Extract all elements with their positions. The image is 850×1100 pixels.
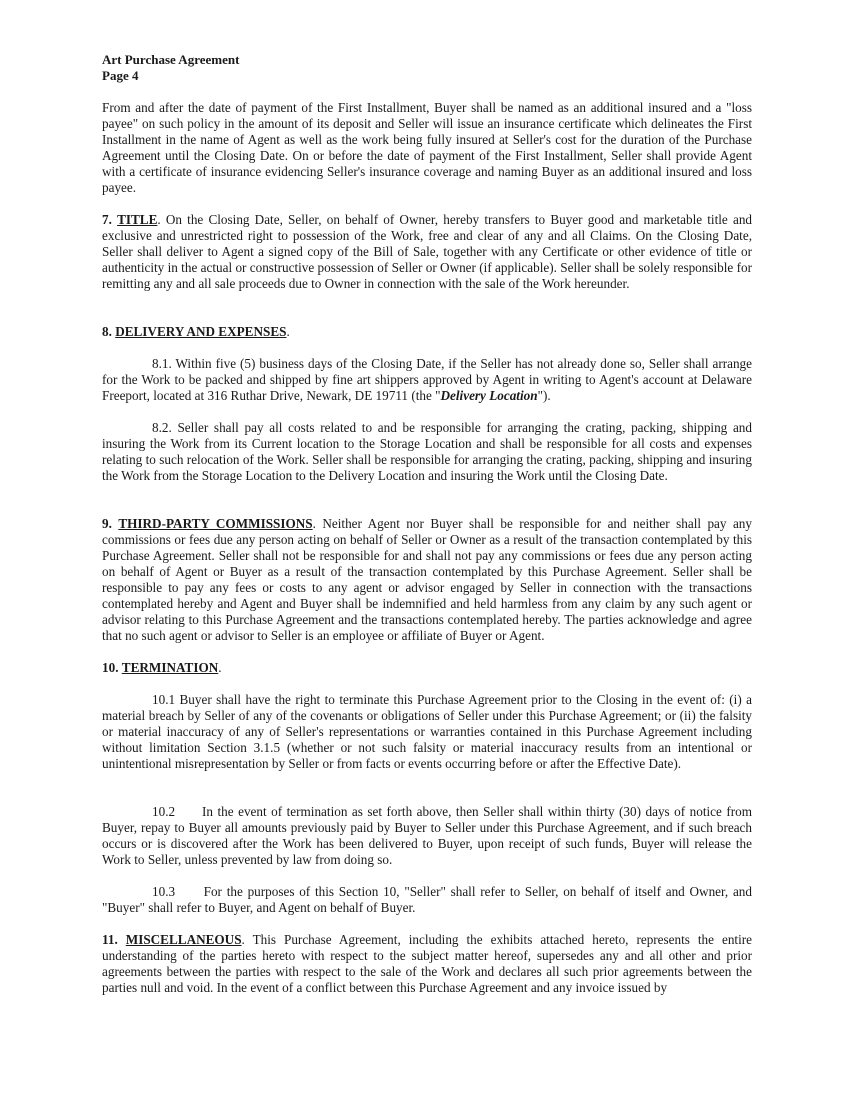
- section-11-miscellaneous: [102, 932, 752, 996]
- intro-paragraph: From and after the date of payment of the First Installment, Buyer shall be named as an additional insured and a "loss payee" on such policy in the amount of its deposit and Seller will issue an insurance certificate which delineates the First Installment in the name of Agent as well as the work being fully insured at Seller's cost for the duration of the Purchase Agreement until the Closing Date. On or before the date of payment of the First Installment, Seller shall provide Agent with a certificate of insurance evidencing Seller's insurance coverage and naming Buyer as an additional insured and loss payee.: [102, 100, 752, 195]
- section-10-3: 10.3 For the purposes of this Section 10, "Seller" shall refer to Seller, on behalf of itself and Owner, and "Buyer" shall refer to Buyer, and Agent on behalf of Buyer.: [102, 884, 756, 915]
- section-text: . On the Closing Date, Seller, on behalf of Owner, hereby transfers to Buyer good and marketable title and exclusive and unrestricted right to possession of the Work, free and clear of any and all Claims. On the Closing Date, Seller shall deliver to Agent a signed copy of the Bill of Sale, together with any Certificate or other evidence of title or authenticity in the actual or constructive possession of Seller or Owner (if applicable). Seller shall be solely responsible for remitting any and all sale proceeds due to Owner in connection with the sale of the Work hereunder.: [102, 212, 753, 291]
- section-heading: TITLE: [117, 212, 158, 227]
- section-number: 8.: [102, 324, 112, 339]
- page-number: Page 4: [102, 68, 139, 83]
- section-9-third-party-commissions: [102, 516, 752, 644]
- document-title: Art Purchase Agreement: [102, 52, 240, 67]
- section-8-heading: [102, 324, 752, 340]
- section-heading: MISCELLANEOUS: [125, 932, 242, 947]
- section-10-2: 10.2 In the event of termination as set forth above, then Seller shall within thirty (30) days of notice from Buyer, repay to Buyer all amounts previously paid by Buyer to Seller under this Purchase Agreement, and if such breach occurs or is discovered after the Work has been delivered to Buyer, upon receipt of such funds, Buyer will release the Work to Seller, unless prevented by law from doing so.: [102, 804, 756, 867]
- section-heading: DELIVERY AND EXPENSES: [115, 324, 287, 339]
- section-7-title: [102, 212, 752, 292]
- section-number: 9.: [102, 516, 112, 531]
- heading-tail: .: [218, 660, 222, 675]
- section-text: . This Purchase Agreement, including the exhibits attached hereto, represents the entire understanding of the parties hereto with respect to the subject matter hereof, supersedes any and all other and prior agreements between the parties with respect to the sale of the Work and declares all such prior agreements between the parties null and void. In the event of a conflict between this Purchase Agreement and any invoice issued by: [102, 932, 752, 995]
- section-number: 7.: [102, 212, 112, 227]
- section-text: . Neither Agent nor Buyer shall be responsible for and neither shall pay any commissions or fees due any person acting on behalf of Seller or Owner as a result of the transaction contemplated by this Purchase Agreement. Seller shall not be responsible for and shall not pay any commissions or fees due any person acting on behalf of Agent or Buyer as a result of the transaction contemplated by this Purchase Agreement. Seller shall be responsible to pay any fees or costs to any agent or advisor engaged by Seller in connection with the transactions contemplated hereby and Agent and Buyer shall be indemnified and held harmless from any claim by any such agent or advisor relating to this Purchase Agreement and the transactions contemplated hereby. The parties acknowledge and agree that no such agent or advisor to Seller is an employee or affiliate of Buyer or Agent.: [102, 516, 752, 643]
- section-8-2: 8.2. Seller shall pay all costs related to and be responsible for arranging the crating, packing, shipping and insuring the Work from its Current location to the Storage Location and shall be responsible for all costs and expenses relating to such relocation of the Work. Seller shall be responsible for arranging the crating, packing, shipping and insuring the Work from the Storage Location to the Delivery Location and insuring the Work until the Closing Date.: [102, 420, 752, 483]
- section-number: 10.: [102, 660, 119, 675]
- clause-end: ").: [537, 388, 551, 403]
- defined-term: Delivery Location: [440, 388, 538, 403]
- section-heading: THIRD-PARTY COMMISSIONS: [118, 516, 313, 531]
- section-10-1: 10.1 Buyer shall have the right to terminate this Purchase Agreement prior to the Closing in the event of: (i) a material breach by Seller of any of the covenants or obligations of Seller under this Purchase Agreement; or (ii) the falsity or material inaccuracy of any of Seller's representations or warranties contained in this Purchase Agreement including without limitation Section 3.1.5 (whether or not such falsity or material inaccuracy results from an intentional or unintentional misrepresentation by Seller or from facts or events occurring before or after the Effective Date).: [102, 692, 752, 771]
- section-10-heading: [102, 660, 752, 676]
- heading-tail: .: [286, 324, 290, 339]
- section-heading: TERMINATION: [121, 660, 219, 675]
- section-number: 11.: [102, 932, 118, 947]
- section-8-1: [102, 356, 752, 404]
- clause-text: 8.1. Within five (5) business days of the Closing Date, if the Seller has not already done so, Seller shall arrange for the Work to be packed and shipped by fine art shippers approved by Agent in writing to Agent's account at Delaware Freeport, located at 316 Ruthar Drive, Newark, DE 19711 (the ": [102, 356, 752, 403]
